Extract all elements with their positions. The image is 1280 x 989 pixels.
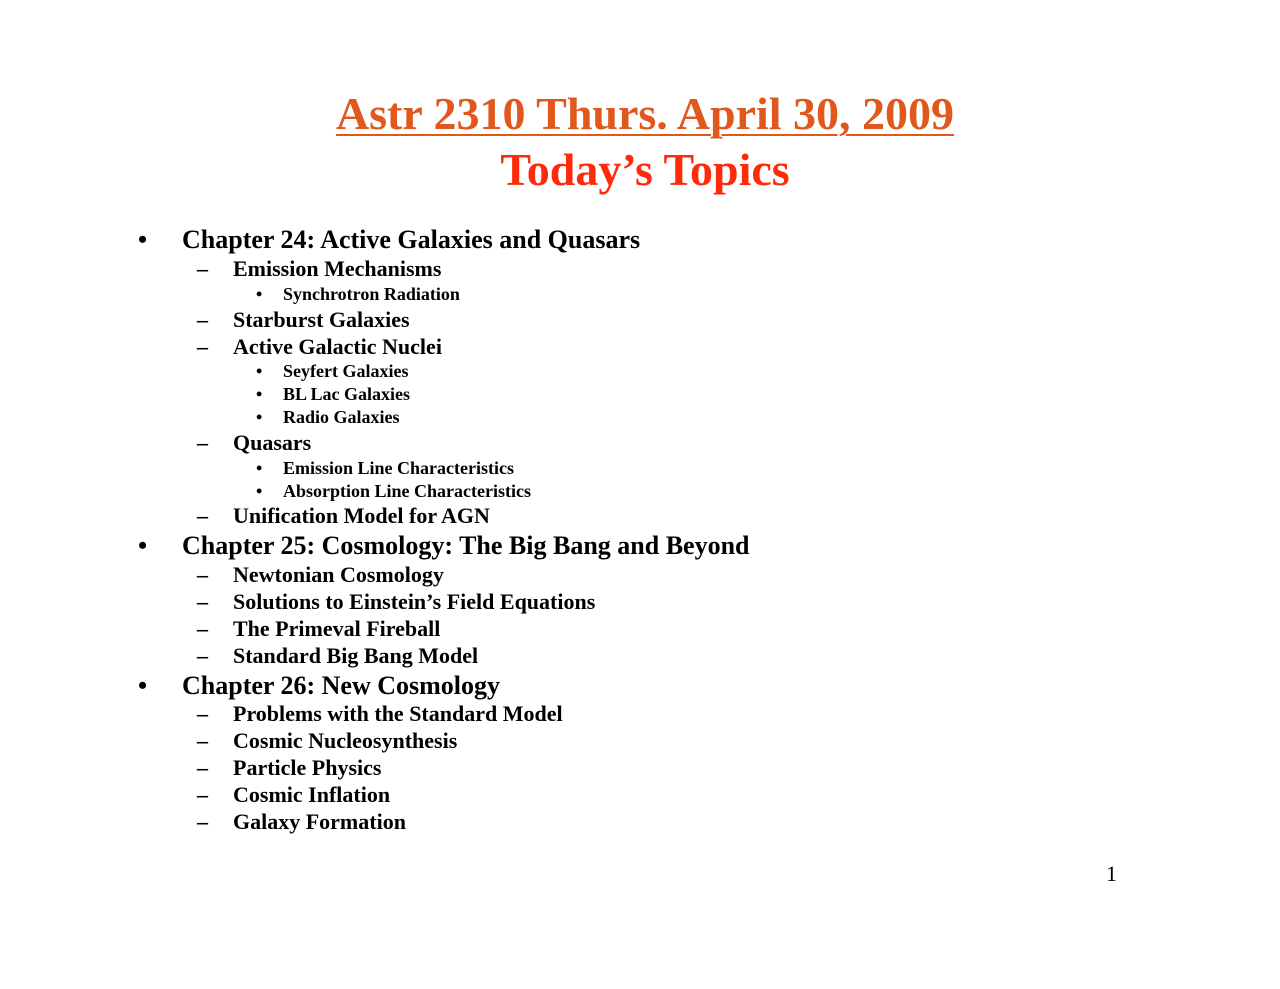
dash-marker: – <box>197 782 208 807</box>
bullet-marker: • <box>138 671 148 700</box>
bullet-marker: • <box>138 225 148 254</box>
dash-marker: – <box>197 755 208 780</box>
slide-title <box>0 86 1280 142</box>
chapter-label: Chapter 26: New Cosmology <box>182 671 500 700</box>
detail-label: Synchrotron Radiation <box>283 284 460 304</box>
subtopic-label: Solutions to Einstein’s Field Equations <box>233 589 596 614</box>
page-number: 1 <box>1106 861 1117 886</box>
dash-marker: – <box>197 809 208 834</box>
subtopic-label: Cosmic Nucleosynthesis <box>233 728 458 753</box>
detail-label: Absorption Line Characteristics <box>283 481 531 501</box>
chapter-label: Chapter 25: Cosmology: The Big Bang and Beyond <box>182 531 750 560</box>
slide-subtitle: Today’s Topics <box>500 144 790 195</box>
dash-marker: – <box>197 256 208 281</box>
bullet-marker: • <box>256 361 263 381</box>
subtopic-label: Newtonian Cosmology <box>233 562 444 587</box>
chapter-label: Chapter 24: Active Galaxies and Quasars <box>182 225 641 254</box>
dash-marker: – <box>197 643 208 668</box>
dash-marker: – <box>197 430 208 455</box>
detail-label: Radio Galaxies <box>283 407 400 427</box>
bullet-marker: • <box>256 407 263 427</box>
bullet-marker: • <box>256 384 263 404</box>
dash-marker: – <box>197 503 208 528</box>
bullet-marker: • <box>256 284 263 304</box>
subtopic-label: Cosmic Inflation <box>233 782 391 807</box>
subtopic-label: Particle Physics <box>233 755 382 780</box>
bullet-marker: • <box>256 458 263 478</box>
subtopic-label: The Primeval Fireball <box>233 616 441 641</box>
detail-label: Emission Line Characteristics <box>283 458 514 478</box>
subtopic-label: Quasars <box>233 430 312 455</box>
dash-marker: – <box>197 307 208 332</box>
dash-marker: – <box>197 562 208 587</box>
dash-marker: – <box>197 334 208 359</box>
subtopic-label: Galaxy Formation <box>233 809 406 834</box>
subtopic-label: Emission Mechanisms <box>233 256 442 281</box>
slide-title-text: Astr 2310 Thurs. April 30, 2009 <box>335 88 955 139</box>
dash-marker: – <box>197 701 208 726</box>
dash-marker: – <box>197 728 208 753</box>
dash-marker: – <box>197 616 208 641</box>
detail-label: Seyfert Galaxies <box>283 361 409 381</box>
dash-marker: – <box>197 589 208 614</box>
subtopic-label: Problems with the Standard Model <box>233 701 563 726</box>
detail-label: BL Lac Galaxies <box>283 384 411 404</box>
bullet-marker: • <box>138 531 148 560</box>
subtopic-label: Starburst Galaxies <box>233 307 410 332</box>
subtopic-label: Standard Big Bang Model <box>233 643 479 668</box>
subtopic-label: Active Galactic Nuclei <box>233 334 442 359</box>
bullet-marker: • <box>256 481 263 501</box>
subtopic-label: Unification Model for AGN <box>233 503 490 528</box>
